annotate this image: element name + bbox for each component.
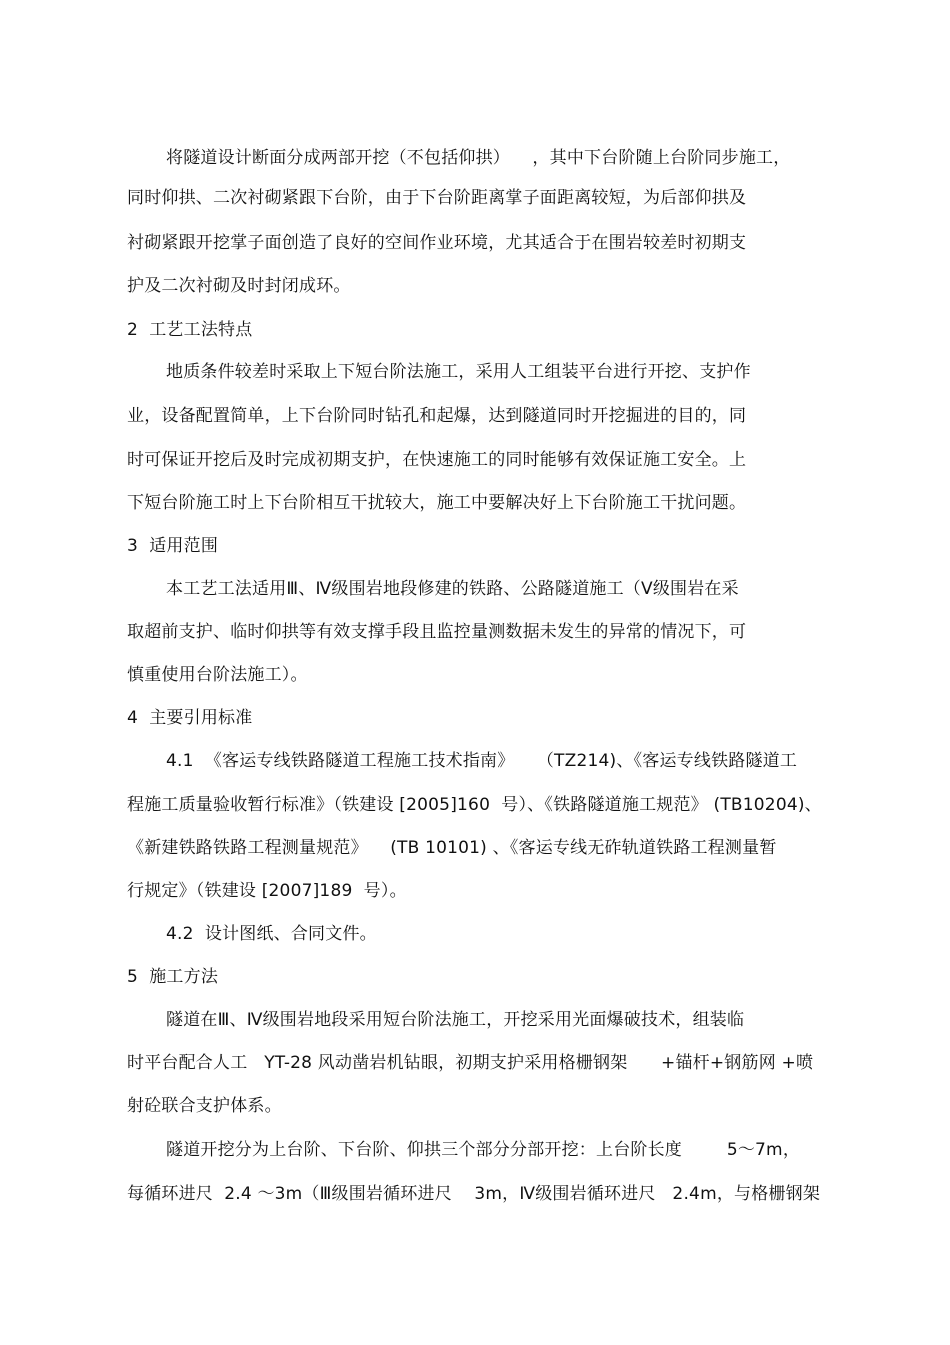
paragraph-method-line-3: 射砼联合支护体系。 (127, 1096, 282, 1116)
paragraph-intro-line-3: 衬砌紧跟开挖掌子面创造了良好的空间作业环境，尤其适合于在围岩较差时初期支 (127, 233, 747, 253)
paragraph-method-line-1: 隧道在Ⅲ、Ⅳ级围岩地段采用短台阶法施工，开挖采用光面爆破技术，组装临 (166, 1010, 745, 1030)
paragraph-standards-4-2: 4.2 设计图纸、合同文件。 (166, 924, 377, 944)
section-heading-2: 2 工艺工法特点 (127, 320, 253, 340)
paragraph-standards-line-3: 《新建铁路铁路工程测量规范》 (TB 10101) 、《客运专线无砟轨道铁路工程测量暂 (127, 838, 777, 858)
paragraph-features-line-1: 地质条件较差时采取上下短台阶法施工，采用人工组装平台进行开挖、支护作 (166, 362, 751, 382)
paragraph-method-line-2: 时平台配合人工 YT-28 风动凿岩机钻眼，初期支护采用格栅钢架 +锚杆+钢筋网 +喷 (127, 1053, 814, 1073)
paragraph-standards-line-2: 程施工质量验收暂行标准》（铁建设 [2005]160 号）、《铁路隧道施工规范》 (TB10204)、 (127, 795, 822, 815)
paragraph-features-line-2: 业，设备配置简单，上下台阶同时钻孔和起爆，达到隧道同时开挖掘进的目的，同 (127, 406, 747, 426)
paragraph-features-line-4: 下短台阶施工时上下台阶相互干扰较大，施工中要解决好上下台阶施工干扰问题。 (127, 493, 747, 513)
paragraph-scope-line-3: 慎重使用台阶法施工）。 (127, 665, 308, 685)
paragraph-excavation-line-1: 隧道开挖分为上台阶、下台阶、仰拱三个部分分部开挖：上台阶长度 5～7m， (166, 1140, 801, 1160)
paragraph-scope-line-1: 本工艺工法适用Ⅲ、Ⅳ级围岩地段修建的铁路、公路隧道施工（Ⅴ级围岩在采 (166, 579, 739, 599)
section-heading-3: 3 适用范围 (127, 536, 219, 556)
section-heading-5: 5 施工方法 (127, 967, 219, 987)
paragraph-excavation-line-2: 每循环进尺 2.4 ～3m（Ⅲ级围岩循环进尺 3m，Ⅳ级围岩循环进尺 2.4m，与格栅钢架 (127, 1184, 821, 1204)
section-heading-4: 4 主要引用标准 (127, 708, 253, 728)
paragraph-scope-line-2: 取超前支护、临时仰拱等有效支撑手段且监控量测数据未发生的异常的情况下，可 (127, 622, 747, 642)
paragraph-intro-line-1: 将隧道设计断面分成两部开挖（不包括仰拱） ，其中下台阶随上台阶同步施工， (166, 148, 791, 168)
paragraph-features-line-3: 时可保证开挖后及时完成初期支护，在快速施工的同时能够有效保证施工安全。上 (127, 450, 747, 470)
paragraph-intro-line-4: 护及二次衬砌及时封闭成环。 (127, 276, 351, 296)
paragraph-standards-line-1: 4.1 《客运专线铁路隧道工程施工技术指南》 （TZ214)、《客运专线铁路隧道工 (166, 751, 798, 771)
paragraph-intro-line-2: 同时仰拱、二次衬砌紧跟下台阶，由于下台阶距离掌子面距离较短，为后部仰拱及 (127, 188, 747, 208)
paragraph-standards-line-4: 行规定》（铁建设 [2007]189 号）。 (127, 881, 407, 901)
